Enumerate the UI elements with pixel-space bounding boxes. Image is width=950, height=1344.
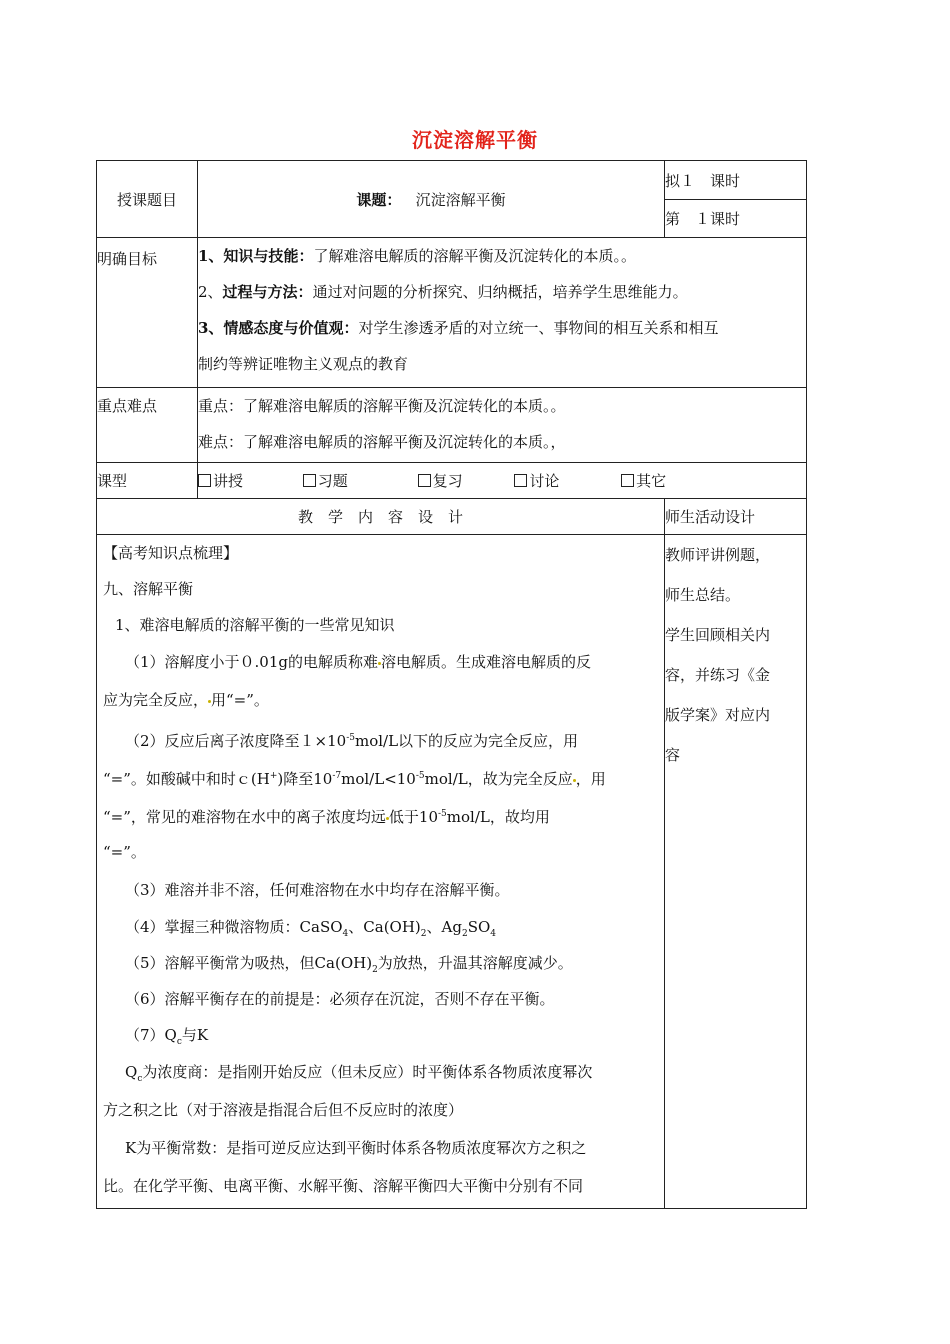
option-exercise[interactable]: 习题	[303, 470, 413, 491]
option-discussion[interactable]: 讨论	[514, 470, 616, 491]
item-2-line-4: “=”。	[103, 843, 146, 861]
item-6: （6）溶解平衡存在的前提是：必须存在沉淀，否则不存在平衡。	[125, 990, 555, 1008]
activity-line: 容，并练习《金	[665, 666, 771, 684]
item-2-line-1: （2）反应后离子浓度降至$1\times 10^{-5}mol/L$以下的反应为完全反应，用	[125, 732, 579, 750]
item-4: （4）掌握三种微溶物质：CaSO$_4$、$Ca(OH)_2$、$Ag_2SO_4$	[125, 918, 497, 939]
key-focus: 重点：了解难溶电解质的溶解平衡及沉淀转化的本质。。	[198, 397, 566, 415]
goal-3-text: 对学生渗透矛盾的对立统一、事物间的相互关系和相互	[358, 319, 719, 337]
checkbox-icon	[198, 474, 211, 487]
goals-cell: 1、知识与技能：了解难溶电解质的溶解平衡及沉淀转化的本质。。 2、过程与方法：通过对问题的分析探究、归纳概括，培养学生思维能力。 3、情感态度与价值观：对学生渗透矛盾的对立统一、事物间的相互关系和相互 制约等辨证唯物主义观点的教育	[198, 238, 807, 388]
item-1-line-1: （1）溶解度小于０.01g的电解质称难 溶电解质。生成难溶电解质的反	[125, 653, 592, 671]
planned-periods: 拟１ 课时	[665, 161, 807, 200]
current-period: 第 １课时	[665, 200, 807, 238]
topic-cell	[198, 161, 665, 238]
checkbox-icon	[621, 474, 634, 487]
k-definition-1: K为平衡常数：是指可逆反应达到平衡时体系各物质浓度幂次方之积之	[125, 1139, 587, 1157]
qc-definition-1: $Q_c$为浓度商：是指刚开始反应（但未反应）时平衡体系各物质浓度幂次	[125, 1063, 593, 1084]
activity-line: 教师评讲例题，	[665, 546, 771, 564]
goal-1-head: 1、知识与技能：	[198, 247, 314, 265]
chapter-heading: 九、溶解平衡	[103, 580, 194, 598]
topic-label: 课题：	[356, 190, 402, 209]
item-1-line-2: 应为完全反应， 用“=”。	[103, 691, 269, 709]
activity-cell	[665, 535, 807, 1209]
activity-line: 容	[665, 746, 681, 764]
goal-3-head: 3、情感态度与价值观：	[198, 319, 359, 337]
goal-3-cont: 制约等辨证唯物主义观点的教育	[198, 355, 409, 373]
lesson-plan-table	[96, 160, 806, 1209]
goal-2-head: 过程与方法：	[222, 283, 313, 301]
activity-line: 师生总结。	[665, 586, 741, 604]
label-goals: 明确目标	[97, 238, 198, 388]
goal-2-text: 通过对问题的分析探究、归纳概括，培养学生思维能力。	[312, 283, 688, 301]
design-header: 教 学 内 容 设 计	[97, 499, 665, 535]
label-subject: 授课题目	[97, 161, 198, 238]
checkbox-icon	[418, 474, 431, 487]
checkbox-icon	[303, 474, 316, 487]
goal-1-text: 了解难溶电解质的溶解平衡及沉淀转化的本质。。	[313, 247, 636, 265]
activity-line: 版学案》对应内	[665, 706, 771, 724]
section-heading: 【高考知识点梳理】	[103, 544, 239, 562]
item-5: （5）溶解平衡常为吸热，但$Ca(OH)_2$为放热，升温其溶解度减少。	[125, 954, 573, 975]
item-2-line-3: “=”，常见的难溶物在水中的离子浓度均远 低于$10^{-5}mol/L$，故均用	[103, 808, 550, 826]
option-lecture[interactable]: 讲授	[198, 470, 298, 491]
option-other[interactable]: 其它	[621, 470, 666, 491]
item-7: $(7)Q_c$与K	[125, 1026, 209, 1047]
option-review[interactable]: 复习	[418, 470, 510, 491]
key-cell	[198, 388, 807, 463]
label-key: 重点难点	[97, 388, 198, 463]
checkbox-icon	[514, 474, 527, 487]
activity-header: 师生活动设计	[665, 499, 807, 535]
key-difficulty: 难点：了解难溶电解质的溶解平衡及沉淀转化的本质。，	[198, 433, 566, 451]
topic-value: 沉淀溶解平衡	[415, 190, 506, 209]
item-3: （3）难溶并非不溶，任何难溶物在水中均存在溶解平衡。	[125, 881, 510, 899]
content-cell	[97, 535, 665, 1209]
k-definition-2: 比。在化学平衡、电离平衡、水解平衡、溶解平衡四大平衡中分别有不同	[103, 1177, 584, 1195]
page-title: 沉淀溶解平衡	[412, 128, 538, 152]
point-1: 1、难溶电解质的溶解平衡的一些常见知识	[115, 616, 395, 634]
lesson-type-options	[198, 463, 807, 499]
label-lesson-type: 课型	[97, 463, 198, 499]
item-2-line-2: “=”。如酸碱中和时ｃ(H+)降至$10^{-7}mol/L<10^{-5}mol/L$，故为完全反应 ，用	[103, 770, 606, 788]
qc-definition-2: 方之积之比（对于溶液是指混合后但不反应时的浓度）	[103, 1101, 464, 1119]
activity-line: 学生回顾相关内	[665, 626, 771, 644]
